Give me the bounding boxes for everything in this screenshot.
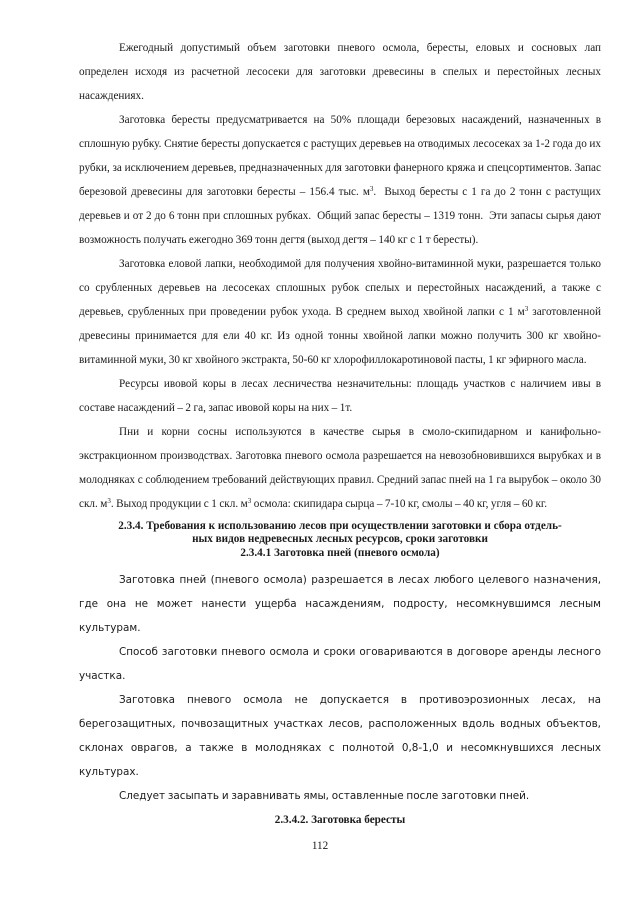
paragraph-stump-harvest-allowed: Заготовка пней (пневого осмола) разрешается в лесах любого целевого назначения, где она не может нанести ущерба насаждениям, подросту, несомкнувшимся лесным культурам. [79,574,601,634]
document-page [79,36,601,832]
paragraph-harvest-prohibited: Заготовка пневого осмола не допускается в противоэрозионных лесах, на берегозащитных, почвозащитных участках лесов, расположенных вдоль водных объектов, склонах оврагов, а также в молодняках с полнотой 0,8-1,0 и несомкнувшихся лесных культурах. [79,694,601,778]
paragraph-spruce-branches: Заготовка еловой лапки, необходимой для получения хвойно-витаминной муки, разрешается только со срубленных деревьев на лесосеках сплошных рубок спелых и перестойных насаждений, а также с деревьев, срубленных при проведении рубок ухода. В среднем выход хвойной лапки с 1 $м^3$ заготовленной древесины принимается для ели 40 кг. Из одной тонны хвойной лапки можно получить 300 кг хвойно-витаминной муки, 30 кг хвойного экстракта, 50-60 кг хлорофиллокаротиновой пасты, 1 кг эфирного масла. [79,258,601,366]
subsection-heading-birch-bark: 2.3.4.2. Заготовка бересты [274,814,406,826]
paragraph-willow-bark: Ресурсы ивовой коры в лесах лесничества незначительны: площадь участков с наличием ивы в составе насаждений – 2 га, запас ивовой коры на них – 1т. [79,378,601,414]
section-heading-line-1: 2.3.4. Требования к использованию лесов при осуществлении заготовки и сбора отдель- [118,520,562,532]
paragraph-fill-pits: Следует засыпать и заравнивать ямы, оставленные после заготовки пней. [119,790,530,802]
section-heading [79,520,601,546]
paragraph-annual-volume: Ежегодный допустимый объем заготовки пневого осмола, бересты, еловых и сосновых лап определен исходя из расчетной лесосеки для заготовки древесины в спелых и перестойных лесных насаждениях. [79,42,601,102]
paragraph-birch-bark: Заготовка бересты предусматривается на 50% площади березовых насаждений, назначенных в сплошную рубку. Снятие бересты допускается с растущих деревьев на отводимых лесосеках за 1-2 года до их рубки, за исключением деревьев, предназначенных для заготовки фанерного кряжа и спецсортиментов. Запас березовой древесины для заготовки бересты – 156.4 тыс. $м^3$. Выход бересты с 1 га до 2 тонн с растущих деревьев и от 2 до 6 тонн при сплошных рубках. Общий запас бересты – 1319 тонн. Эти запасы сырья дают возможность получать ежегодно 369 тонн дегтя (выход дегтя – 140 кг с 1 т бересты). [79,114,601,246]
paragraph-pine-stumps: Пни и корни сосны используются в качестве сырья в смоло-скипидарном и канифольно-экстракционном производствах. Заготовка пневого осмола разрешается на невозобновившихся вырубках и в молодняках с соблюдением требований действующих правил. Средний запас пней на 1 га вырубок – около 30 скл. $м^3$. Выход продукции с 1 скл. $м^3$ осмола: скипидара сырца – 7-10 кг, смолы – 40 кг, угля – 60 кг. [79,426,601,510]
subsection-heading-stumps: 2.3.4.1 Заготовка пней (пневого осмола) [240,547,440,559]
paragraph-harvest-method: Способ заготовки пневого осмола и сроки оговариваются в договоре аренды лесного участка. [79,646,601,682]
page-number: 112 [311,840,329,852]
section-heading-line-2: ных видов недревесных лесных ресурсов, сроки заготовки [192,533,488,545]
